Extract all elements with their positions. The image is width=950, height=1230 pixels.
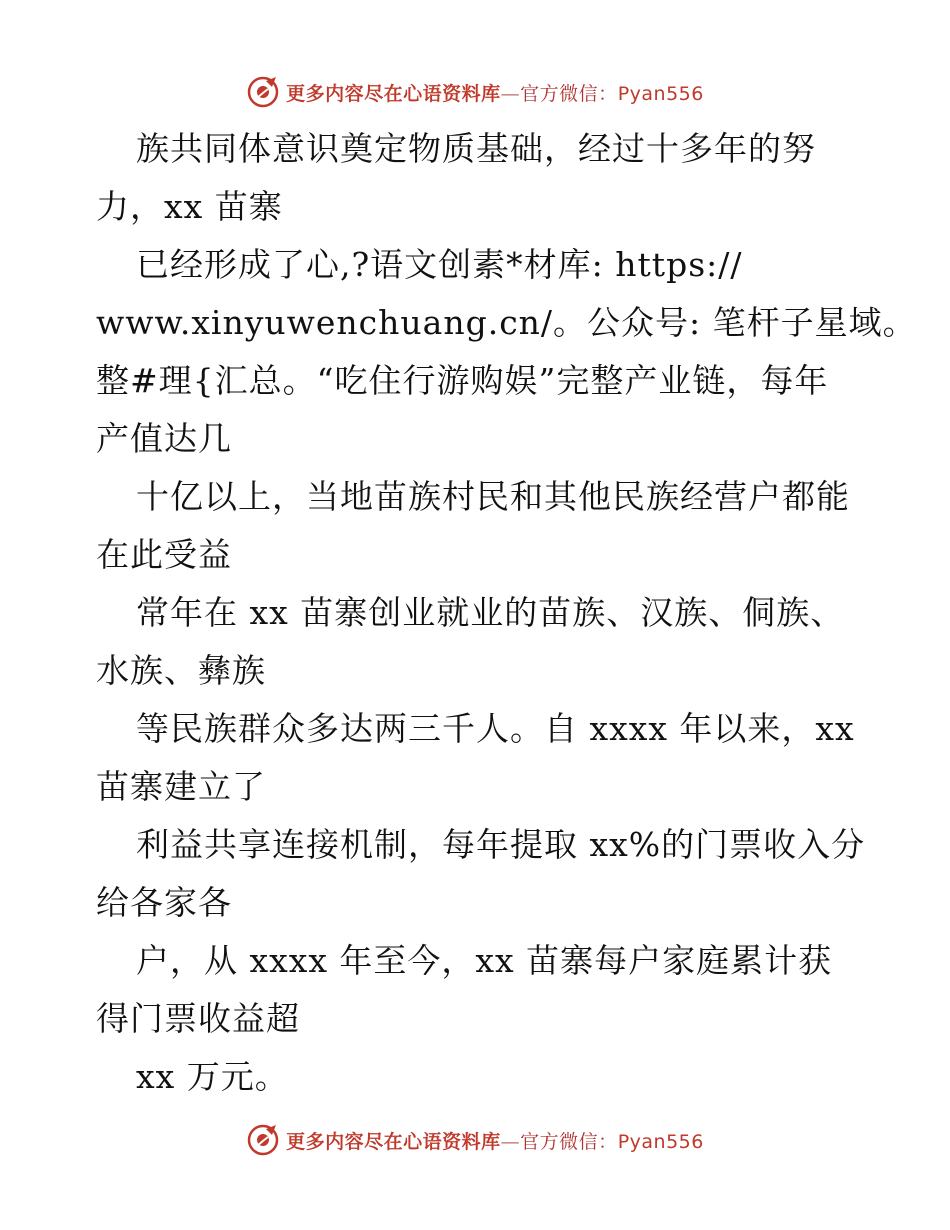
watermark-wechat-label: 官方微信： (520, 82, 618, 105)
text-line: 利益共享连接机制，每年提取 xx%的门票收入分 (136, 825, 866, 864)
text-line: 得门票收益超 (96, 999, 300, 1038)
watermark-brand: 更多内容尽在心语资料库 (286, 1130, 501, 1153)
text-line: 水族、彝族 (96, 651, 266, 690)
text-line: 力，xx 苗寨 (96, 187, 283, 226)
watermark-wechat-id: Pyan556 (617, 1130, 704, 1153)
text-line: 户，从 xxxx 年至今，xx 苗寨每户家庭累计获 (136, 941, 833, 980)
text-line: xx 万元。 (136, 1057, 289, 1096)
header-watermark (0, 72, 950, 112)
watermark-wechat-id: Pyan556 (617, 82, 704, 105)
watermark-brand: 更多内容尽在心语资料库 (286, 82, 501, 105)
text-line: 给各家各 (96, 883, 232, 922)
text-line: 苗寨建立了 (96, 767, 266, 806)
pen-logo-icon (246, 75, 280, 109)
text-line: 常年在 xx 苗寨创业就业的苗族、汉族、侗族、 (136, 593, 845, 632)
text-line: 族共同体意识奠定物质基础，经过十多年的努 (136, 129, 816, 168)
document-body (96, 120, 917, 1106)
text-line: 已经形成了心,?语文创素*材库: https:// (136, 245, 743, 284)
text-line: 整#理{汇总。“吃住行游购娱”完整产业链，每年 (96, 361, 829, 400)
watermark-separator: — (500, 1130, 521, 1153)
watermark-wechat-label: 官方微信： (520, 1130, 618, 1153)
text-line: 产值达几 (96, 419, 232, 458)
watermark-separator: — (500, 82, 521, 105)
text-line: 十亿以上，当地苗族村民和其他民族经营户都能 (136, 477, 850, 516)
text-line: www.xinyuwenchuang.cn/。公众号: 笔杆子星域。 (96, 303, 917, 342)
footer-watermark (0, 1120, 950, 1160)
text-line: 在此受益 (96, 535, 232, 574)
text-line: 等民族群众多达两三千人。自 xxxx 年以来，xx (136, 709, 855, 748)
pen-logo-icon (246, 1123, 280, 1157)
